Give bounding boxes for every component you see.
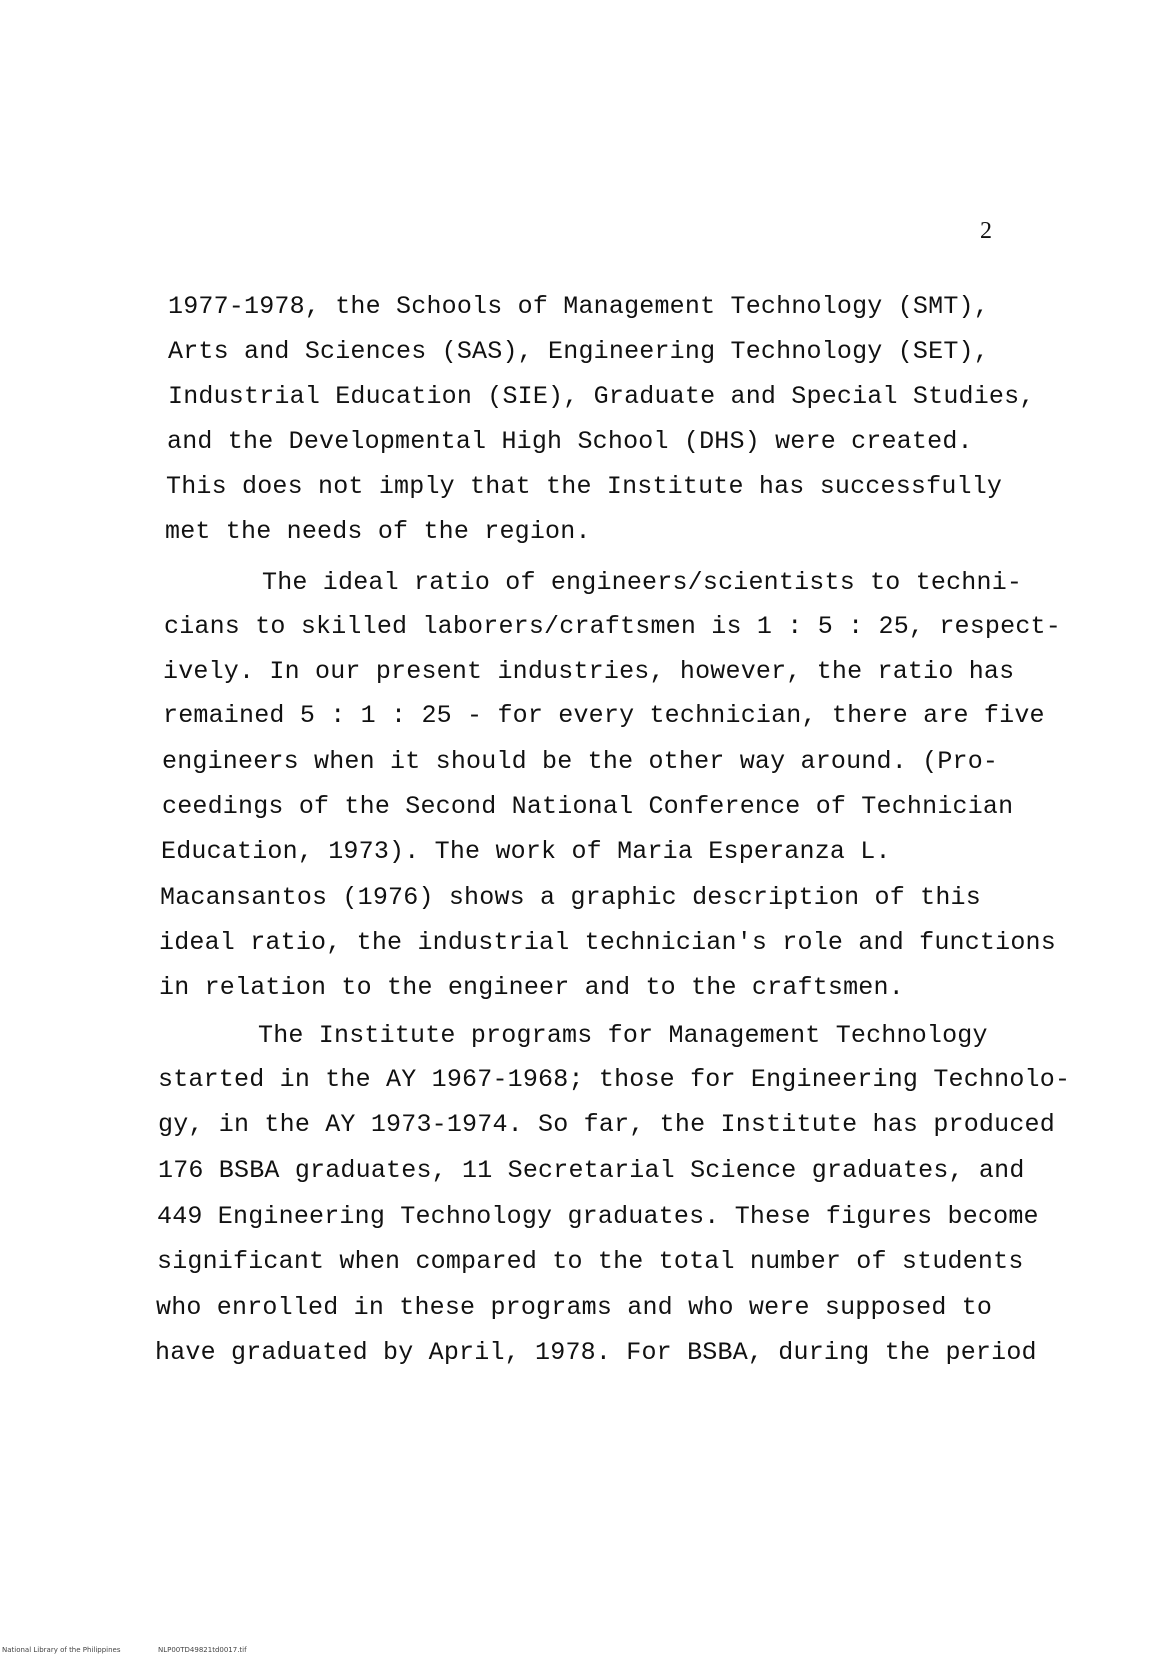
text-line: who enrolled in these programs and who were supposed to	[156, 1293, 993, 1322]
text-line: Education, 1973). The work of Maria Esperanza L.	[161, 837, 891, 866]
text-line: significant when compared to the total number of students	[157, 1247, 1024, 1276]
text-line: 449 Engineering Technology graduates. These figures become	[157, 1202, 1039, 1231]
page-number: 2	[980, 218, 992, 244]
text-line: ceedings of the Second National Conference of Technician	[162, 792, 1014, 821]
text-line: 1977-1978, the Schools of Management Technology (SMT),	[168, 292, 989, 321]
text-line: Macansantos (1976) shows a graphic description of this	[160, 883, 981, 912]
text-line: met the needs of the region.	[165, 517, 591, 546]
text-line: have graduated by April, 1978. For BSBA, during the period	[155, 1338, 1037, 1367]
text-line: The Institute programs for Management Technology	[258, 1021, 988, 1050]
footer-library-label: National Library of the Philippines	[2, 1646, 121, 1654]
text-line: cians to skilled laborers/craftsmen is 1 : 5 : 25, respect-	[164, 612, 1061, 641]
footer-file-code: NLP00TD49821td0017.tif	[158, 1646, 247, 1654]
text-line: Arts and Sciences (SAS), Engineering Technology (SET),	[168, 337, 989, 366]
text-line: and the Developmental High School (DHS) were created.	[167, 427, 973, 456]
text-line: ideal ratio, the industrial technician's role and functions	[159, 928, 1056, 957]
text-line: This does not imply that the Institute has successfully	[166, 472, 1003, 501]
text-line: started in the AY 1967-1968; those for Engineering Technolo-	[158, 1065, 1071, 1094]
text-line: 176 BSBA graduates, 11 Secretarial Science graduates, and	[158, 1156, 1025, 1185]
text-line: gy, in the AY 1973-1974. So far, the Institute has produced	[158, 1110, 1055, 1139]
text-line: Industrial Education (SIE), Graduate and Special Studies,	[168, 382, 1035, 411]
text-line: in relation to the engineer and to the craftsmen.	[159, 973, 904, 1002]
text-line: engineers when it should be the other way around. (Pro-	[162, 747, 999, 776]
text-line: The ideal ratio of engineers/scientists to techni-	[262, 568, 1023, 597]
text-line: ively. In our present industries, however, the ratio has	[163, 657, 1015, 686]
text-line: remained 5 : 1 : 25 - for every technician, there are five	[163, 701, 1045, 730]
